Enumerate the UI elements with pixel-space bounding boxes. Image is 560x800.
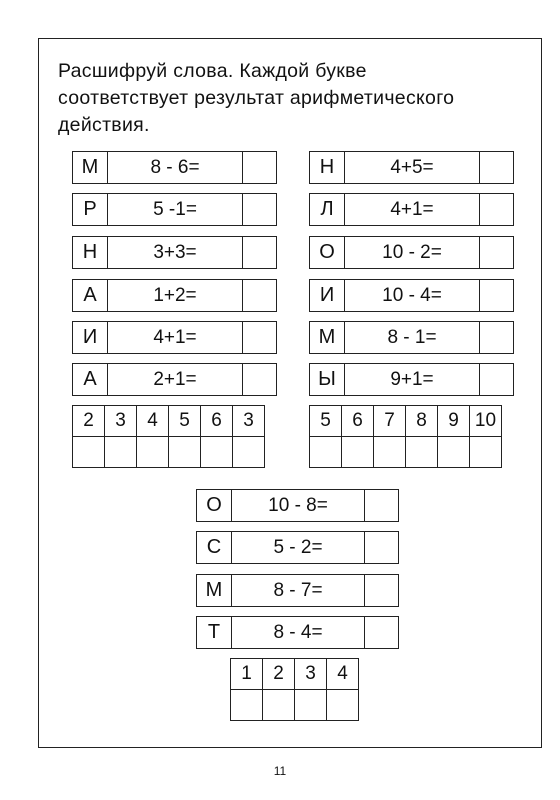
instruction-line-2: соответствует результат арифметического	[58, 87, 455, 109]
key-number: 4	[137, 406, 169, 437]
instruction-line-1: Расшифруй слова. Каждой букве	[58, 60, 367, 82]
key-letter-cell[interactable]	[137, 437, 169, 468]
exercise-row	[72, 279, 277, 312]
exercise-expression: 5 -1=	[108, 194, 243, 225]
key-letter-cell[interactable]	[342, 437, 374, 468]
exercise-letter: И	[310, 280, 345, 311]
exercise-row	[72, 321, 277, 354]
exercise-row	[196, 489, 399, 522]
exercise-row	[72, 151, 277, 184]
exercise-letter: Л	[310, 194, 345, 225]
exercise-row	[72, 363, 277, 396]
answer-box[interactable]	[243, 152, 276, 183]
exercise-row	[309, 193, 514, 226]
key-letter-cell[interactable]	[310, 437, 342, 468]
exercise-row	[309, 236, 514, 269]
exercise-expression: 8 - 7=	[232, 575, 365, 606]
key-number: 2	[263, 659, 295, 690]
answer-box[interactable]	[365, 575, 398, 606]
answer-box[interactable]	[243, 364, 276, 395]
key-letter-cell[interactable]	[295, 690, 327, 721]
answer-box[interactable]	[480, 237, 513, 268]
key-number: 3	[295, 659, 327, 690]
key-numbers-row	[73, 406, 265, 437]
key-letter-cell[interactable]	[438, 437, 470, 468]
exercise-letter: С	[197, 532, 232, 563]
exercise-row	[196, 574, 399, 607]
exercise-letter: О	[310, 237, 345, 268]
key-number: 9	[438, 406, 470, 437]
key-number: 3	[233, 406, 265, 437]
key-number: 6	[201, 406, 233, 437]
key-letter-cell[interactable]	[201, 437, 233, 468]
exercise-row	[309, 363, 514, 396]
page-number: 11	[273, 764, 287, 778]
key-number: 10	[470, 406, 502, 437]
exercise-letter: Н	[73, 237, 108, 268]
key-letters-row	[231, 690, 359, 721]
key-letter-cell[interactable]	[231, 690, 263, 721]
key-number: 5	[310, 406, 342, 437]
exercise-expression: 8 - 4=	[232, 617, 365, 648]
key-number: 5	[169, 406, 201, 437]
exercise-letter: А	[73, 364, 108, 395]
instruction-text	[58, 58, 538, 139]
key-numbers-row	[231, 659, 359, 690]
key-numbers-row	[310, 406, 502, 437]
answer-box[interactable]	[480, 322, 513, 353]
exercise-expression: 10 - 4=	[345, 280, 480, 311]
exercise-row	[309, 151, 514, 184]
exercise-expression: 1+2=	[108, 280, 243, 311]
exercise-letter: А	[73, 280, 108, 311]
exercise-letter: Ы	[310, 364, 345, 395]
key-letters-row	[73, 437, 265, 468]
answer-box[interactable]	[243, 237, 276, 268]
exercise-row	[196, 531, 399, 564]
exercise-letter: М	[197, 575, 232, 606]
key-number: 6	[342, 406, 374, 437]
answer-key-grid-bottom	[230, 658, 359, 721]
exercise-expression: 8 - 6=	[108, 152, 243, 183]
exercise-expression: 9+1=	[345, 364, 480, 395]
answer-box[interactable]	[365, 617, 398, 648]
key-letter-cell[interactable]	[73, 437, 105, 468]
key-letter-cell[interactable]	[169, 437, 201, 468]
instruction-line-3: действия.	[58, 114, 150, 136]
key-letter-cell[interactable]	[233, 437, 265, 468]
exercise-expression: 4+1=	[108, 322, 243, 353]
exercise-expression: 3+3=	[108, 237, 243, 268]
exercise-letter: М	[310, 322, 345, 353]
exercise-row	[72, 236, 277, 269]
answer-box[interactable]	[480, 152, 513, 183]
key-letter-cell[interactable]	[327, 690, 359, 721]
key-number: 3	[105, 406, 137, 437]
exercise-letter: О	[197, 490, 232, 521]
exercise-letter: Т	[197, 617, 232, 648]
answer-box[interactable]	[480, 364, 513, 395]
answer-box[interactable]	[480, 280, 513, 311]
key-number: 2	[73, 406, 105, 437]
answer-box[interactable]	[243, 194, 276, 225]
key-number: 1	[231, 659, 263, 690]
key-letter-cell[interactable]	[263, 690, 295, 721]
key-letter-cell[interactable]	[406, 437, 438, 468]
key-letter-cell[interactable]	[470, 437, 502, 468]
answer-box[interactable]	[365, 532, 398, 563]
answer-key-grid-right	[309, 405, 502, 468]
answer-box[interactable]	[480, 194, 513, 225]
exercise-letter: Р	[73, 194, 108, 225]
exercise-row	[72, 193, 277, 226]
exercise-expression: 10 - 8=	[232, 490, 365, 521]
key-number: 4	[327, 659, 359, 690]
key-number: 8	[406, 406, 438, 437]
exercise-row	[309, 321, 514, 354]
exercise-row	[309, 279, 514, 312]
answer-key-grid-left	[72, 405, 265, 468]
exercise-expression: 8 - 1=	[345, 322, 480, 353]
exercise-row	[196, 616, 399, 649]
exercise-expression: 4+5=	[345, 152, 480, 183]
key-letters-row	[310, 437, 502, 468]
answer-box[interactable]	[243, 322, 276, 353]
answer-box[interactable]	[243, 280, 276, 311]
answer-box[interactable]	[365, 490, 398, 521]
exercise-letter: Н	[310, 152, 345, 183]
key-letter-cell[interactable]	[105, 437, 137, 468]
exercise-letter: И	[73, 322, 108, 353]
exercise-expression: 2+1=	[108, 364, 243, 395]
key-number: 7	[374, 406, 406, 437]
exercise-expression: 4+1=	[345, 194, 480, 225]
exercise-letter: М	[73, 152, 108, 183]
exercise-expression: 5 - 2=	[232, 532, 365, 563]
exercise-expression: 10 - 2=	[345, 237, 480, 268]
key-letter-cell[interactable]	[374, 437, 406, 468]
